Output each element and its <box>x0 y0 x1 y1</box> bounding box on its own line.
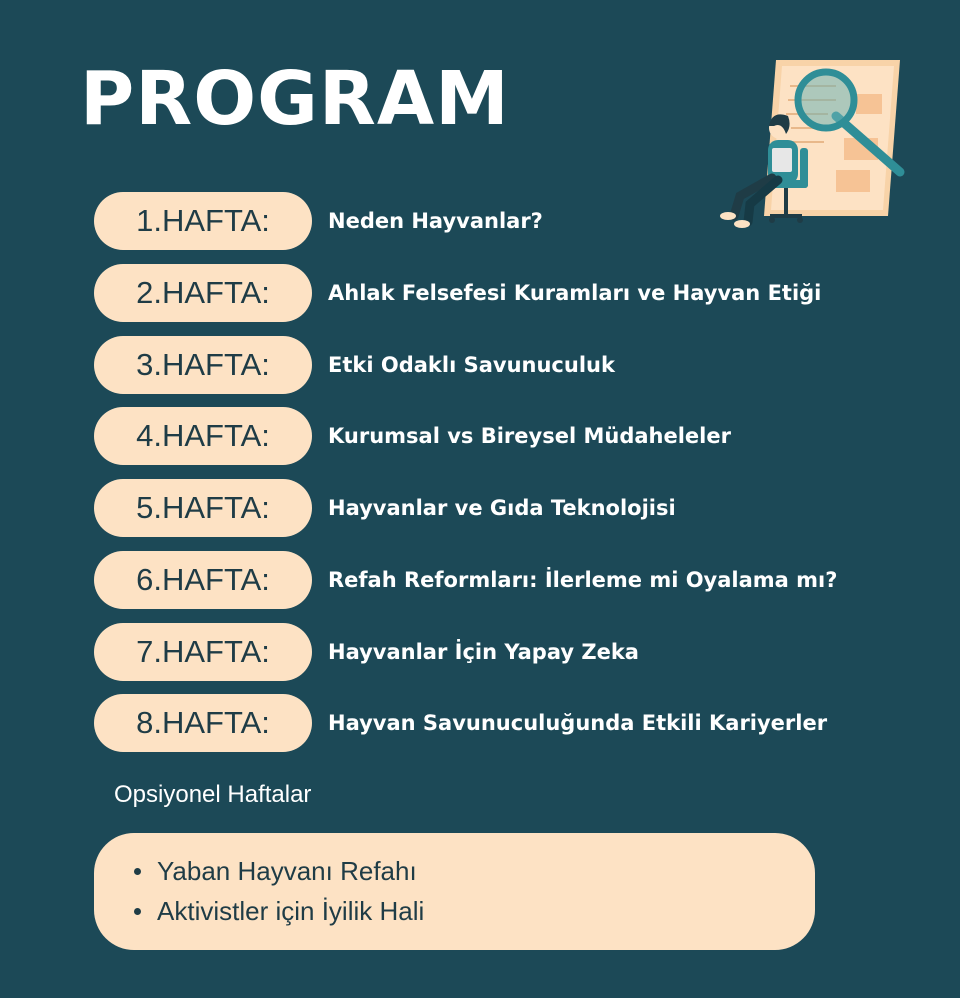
week-topic: Hayvan Savunuculuğunda Etkili Kariyerler <box>328 711 828 735</box>
list-item <box>134 891 424 931</box>
week-topic: Hayvanlar ve Gıda Teknolojisi <box>328 496 676 520</box>
week-topic: Refah Reformları: İlerleme mi Oyalama mı? <box>328 568 838 592</box>
list-item <box>134 851 424 891</box>
optional-item-label: Aktivistler için İyilik Hali <box>157 895 425 926</box>
week-row <box>94 407 874 465</box>
week-label-pill: 5.HAFTA: <box>94 479 312 537</box>
week-topic: Hayvanlar İçin Yapay Zeka <box>328 640 639 664</box>
week-label-pill: 6.HAFTA: <box>94 551 312 609</box>
optional-item-label: Yaban Hayvanı Refahı <box>157 855 417 886</box>
week-row <box>94 479 874 537</box>
week-row <box>94 264 874 322</box>
optional-weeks-list <box>134 851 424 931</box>
week-row <box>94 336 874 394</box>
week-topic: Neden Hayvanlar? <box>328 209 543 233</box>
bullet-icon <box>134 868 141 875</box>
week-label-pill: 7.HAFTA: <box>94 623 312 681</box>
optional-weeks-title: Opsiyonel Haftalar <box>114 781 312 808</box>
week-row <box>94 694 874 752</box>
optional-weeks-box <box>94 833 815 950</box>
week-topic: Etki Odaklı Savunuculuk <box>328 353 615 377</box>
week-row <box>94 192 874 250</box>
week-row <box>94 623 874 681</box>
week-row <box>94 551 874 609</box>
week-topic: Ahlak Felsefesi Kuramları ve Hayvan Etiği <box>328 281 822 305</box>
week-label-pill: 2.HAFTA: <box>94 264 312 322</box>
week-topic: Kurumsal vs Bireysel Müdaheleler <box>328 424 731 448</box>
week-label-pill: 1.HAFTA: <box>94 192 312 250</box>
week-label-pill: 8.HAFTA: <box>94 694 312 752</box>
bullet-icon <box>134 908 141 915</box>
week-label-pill: 3.HAFTA: <box>94 336 312 394</box>
week-label-pill: 4.HAFTA: <box>94 407 312 465</box>
page-title: PROGRAM <box>80 56 510 142</box>
